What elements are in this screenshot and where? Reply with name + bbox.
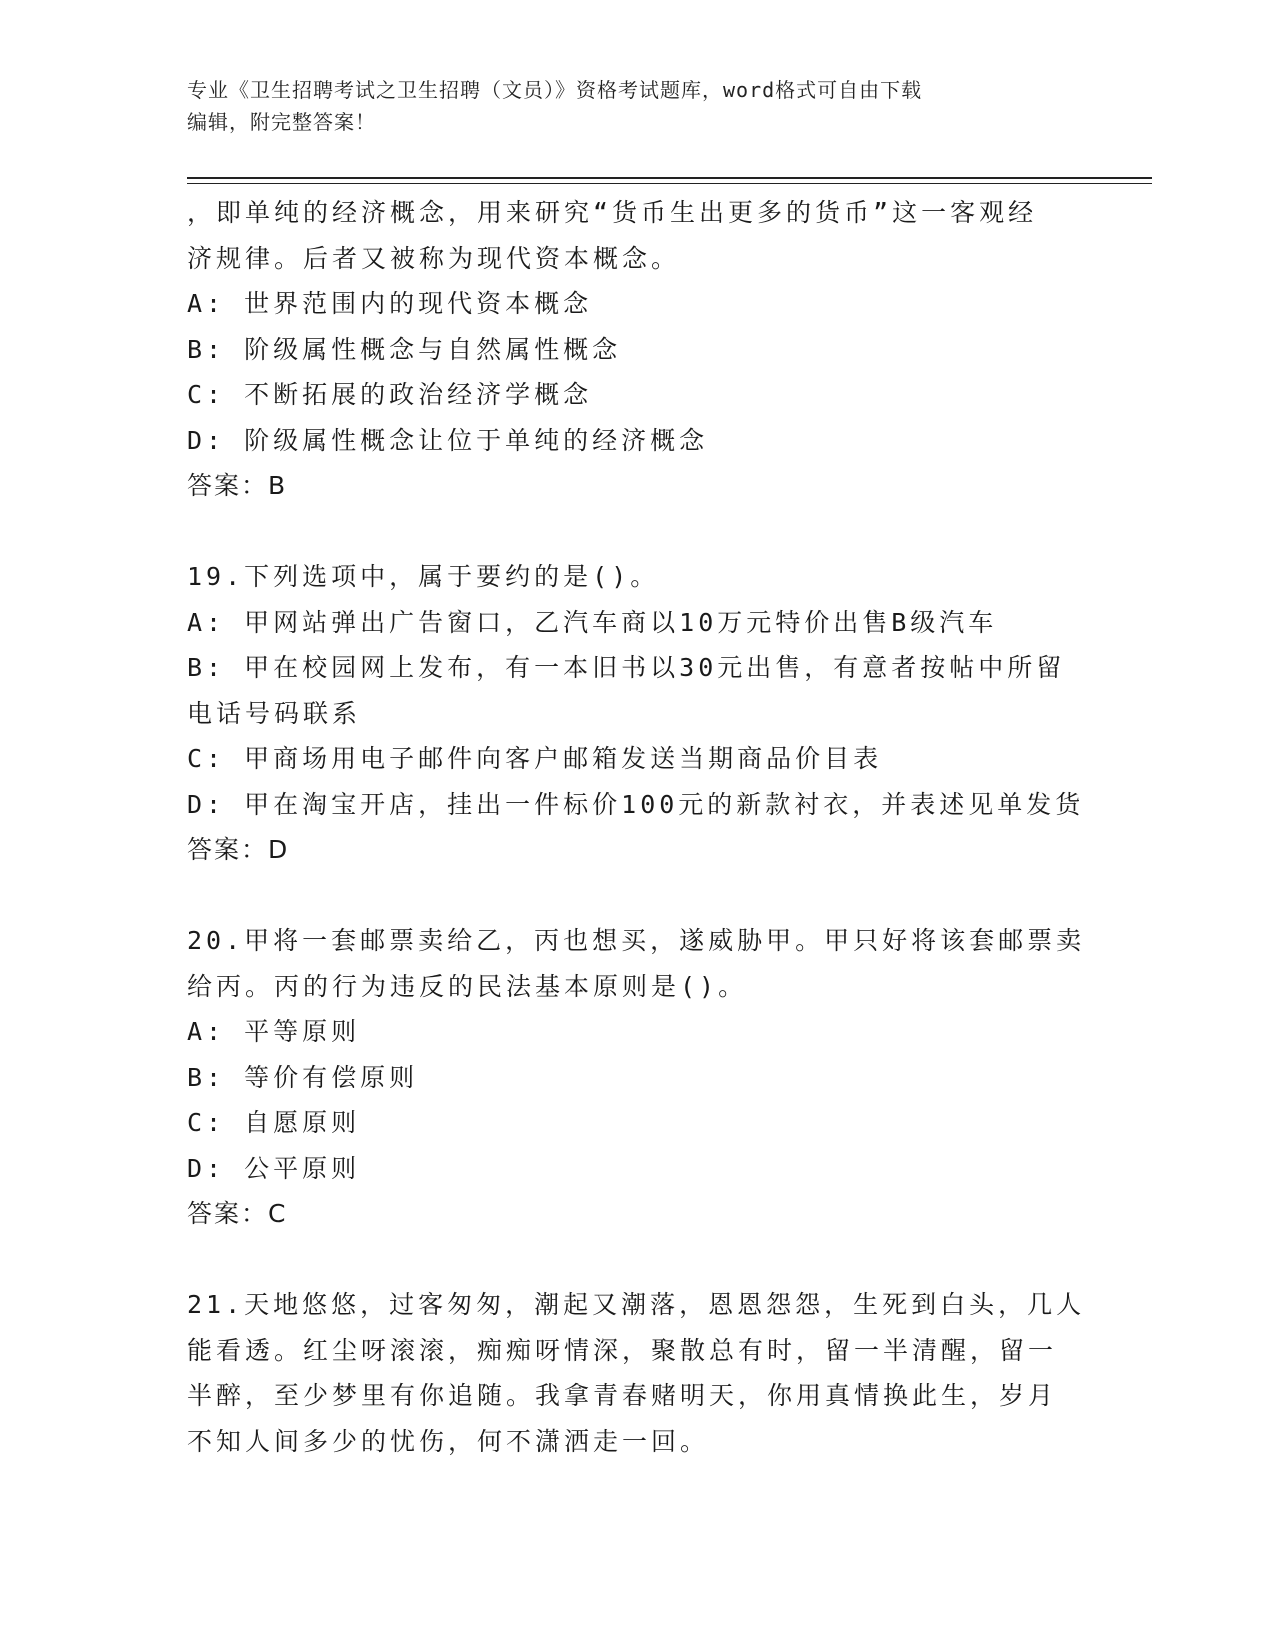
question-stem-line: 给丙。丙的行为违反的民法基本原则是()。 — [187, 971, 748, 1001]
document-header — [187, 74, 1087, 138]
question-20 — [187, 918, 1087, 1237]
question-18 — [187, 190, 1087, 509]
question-stem-line: 19.下列选项中，属于要约的是()。 — [187, 562, 660, 591]
option-b: B: 甲在校园网上发布，有一本旧书以30元出售，有意者按帖中所留 — [187, 653, 1066, 682]
header-line-2: 编辑，附完整答案！ — [187, 110, 376, 134]
answer-label: 答案：C — [187, 1199, 288, 1228]
header-divider-thick — [187, 177, 1152, 179]
option-d: D: 甲在淘宝开店，挂出一件标价100元的新款衬衣，并表述见单发货 — [187, 789, 1085, 819]
answer-label: 答案：B — [187, 471, 288, 500]
header-divider-thin — [187, 183, 1152, 184]
spacer — [187, 873, 1087, 919]
question-21 — [187, 1282, 1087, 1464]
option-a: A: 平等原则 — [187, 1017, 361, 1046]
question-stem-line: ，即单纯的经济概念，用来研究“货币生出更多的货币”这一客观经 — [187, 198, 1038, 227]
question-19 — [187, 554, 1087, 873]
question-stem-line: 不知人间多少的忧伤，何不潇洒走一回。 — [187, 1426, 710, 1456]
question-stem-line: 21.天地悠悠，过客匆匆，潮起又潮落，恩恩怨怨，生死到白头，几人 — [187, 1290, 1086, 1319]
option-d: D: 阶级属性概念让位于单纯的经济概念 — [187, 425, 709, 455]
option-c: C: 自愿原则 — [187, 1108, 361, 1137]
option-b: B: 等价有偿原则 — [187, 1062, 419, 1092]
question-stem-line: 济规律。后者又被称为现代资本概念。 — [187, 243, 681, 273]
option-b: B: 阶级属性概念与自然属性概念 — [187, 334, 622, 364]
option-b-continued: 电话号码联系 — [187, 698, 362, 728]
spacer — [187, 509, 1087, 555]
question-stem-line: 半醉，至少梦里有你追随。我拿青春赌明天，你用真情换此生，岁月 — [187, 1381, 1058, 1410]
question-stem-line: 能看透。红尘呀滚滚，痴痴呀情深，聚散总有时，留一半清醒，留一 — [187, 1335, 1058, 1365]
spacer — [187, 1237, 1087, 1283]
question-list — [187, 190, 1087, 1464]
option-d: D: 公平原则 — [187, 1153, 361, 1183]
option-c: C: 甲商场用电子邮件向客户邮箱发送当期商品价目表 — [187, 744, 883, 773]
option-c: C: 不断拓展的政治经济学概念 — [187, 380, 593, 409]
header-line-1: 专业《卫生招聘考试之卫生招聘（文员）》资格考试题库，word格式可自由下载 — [187, 78, 923, 102]
answer-label: 答案：D — [187, 835, 290, 864]
option-a: A: 甲网站弹出广告窗口，乙汽车商以10万元特价出售B级汽车 — [187, 607, 998, 637]
option-a: A: 世界范围内的现代资本概念 — [187, 289, 593, 318]
question-stem-line: 20.甲将一套邮票卖给乙，丙也想买，遂威胁甲。甲只好将该套邮票卖 — [187, 926, 1086, 955]
